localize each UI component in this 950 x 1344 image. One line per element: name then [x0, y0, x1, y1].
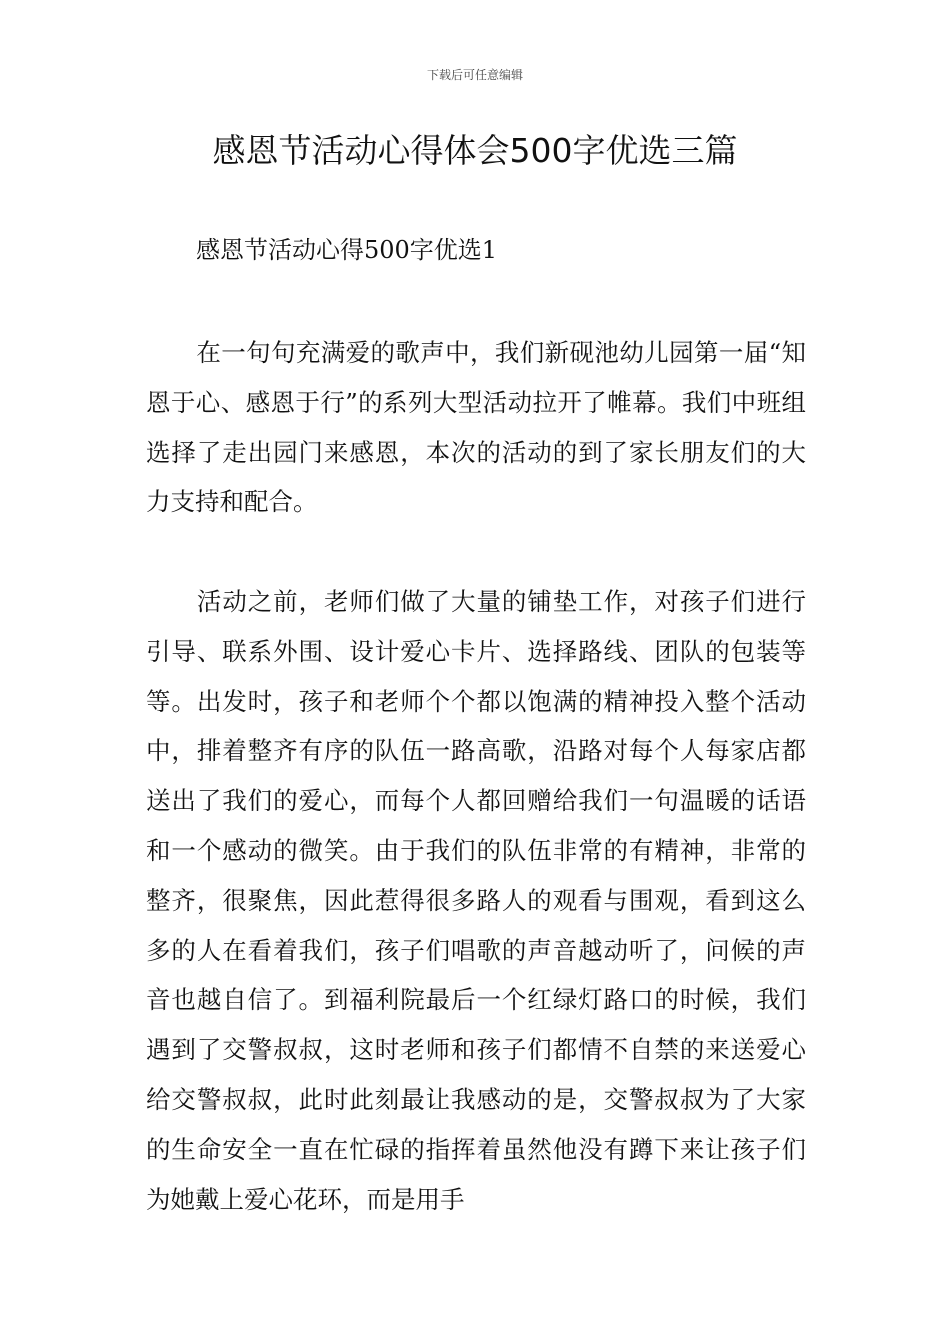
header-note: 下载后可任意编辑	[426, 68, 523, 82]
paragraph-2	[146, 577, 806, 1224]
paragraph-1-text: 在一句句充满爱的歌声中，我们新砚池幼儿园第一届“知恩于心、感恩于行”的系列大型活动拉开了帷幕。我们中班组选择了走出园门来感恩，本次的活动的到了家长朋友们的大力支持和配合。	[146, 338, 806, 517]
document-title: 感恩节活动心得体会500字优选三篇	[212, 131, 738, 170]
section-heading: 感恩节活动心得500字优选1	[196, 236, 498, 264]
paragraph-1	[146, 328, 806, 527]
paragraph-2-text: 活动之前，老师们做了大量的铺垫工作，对孩子们进行引导、联系外围、设计爱心卡片、选择路线、团队的包装等等。出发时，孩子和老师个个都以饱满的精神投入整个活动中，排着整齐有序的队伍一路高歌，沿路对每个人每家店都送出了我们的爱心，而每个人都回赠给我们一句温暖的话语和一个感动的微笑。由于我们的队伍非常的有精神，非常的整齐，很聚焦，因此惹得很多路人的观看与围观，看到这么多的人在看着我们，孩子们唱歌的声音越动听了，问候的声音也越自信了。到福利院最后一个红绿灯路口的时候，我们遇到了交警叔叔，这时老师和孩子们都情不自禁的来送爱心给交警叔叔，此时此刻最让我感动的是，交警叔叔为了大家的生命安全一直在忙碌的指挥着虽然他没有蹲下来让孩子们为她戴上爱心花环，而是用手	[146, 587, 806, 1214]
